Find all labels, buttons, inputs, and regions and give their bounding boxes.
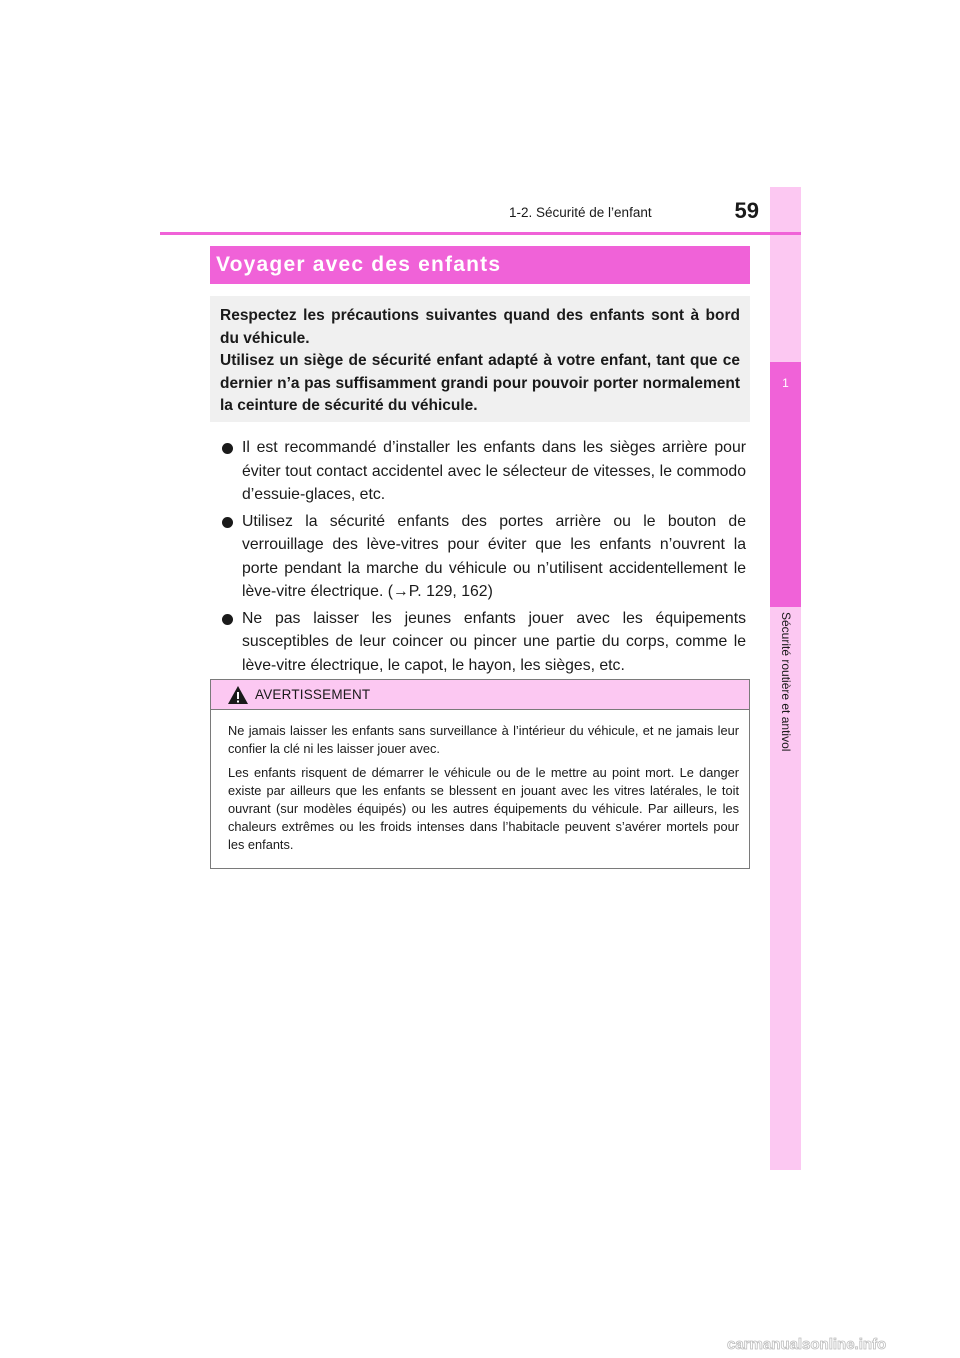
intro-line-1: Respectez les précautions suivantes quand des enfants sont à bord du véhicule. bbox=[220, 307, 740, 347]
chapter-title: Sécurité routière et antivol bbox=[779, 612, 793, 752]
warning-label: AVERTISSEMENT bbox=[255, 687, 371, 702]
title-bar bbox=[210, 246, 750, 284]
side-chapter-tab bbox=[770, 187, 801, 1170]
chapter-number: 1 bbox=[782, 376, 789, 390]
svg-text:carmanualsonline.info: carmanualsonline.info bbox=[727, 1336, 887, 1353]
intro-line-2: Utilisez un siège de sécurité enfant adapté à votre enfant, tant que ce dernier n’a pas suffisamment grandi pour pouvoir porter normalement la ceinture de sécurité du véhicule. bbox=[220, 352, 740, 414]
warning-paragraph-2: Les enfants risquent de démarrer le véhicule ou de le mettre au point mort. Le danger existe par ailleurs que les enfants se blessent en jouant avec les vitres latérales, le toit ouvrant (sur modèles équipés) ou les autres équipements du véhicule. Par ailleurs, les chaleurs extrêmes ou les froids intenses dans l’habitacle peuvent s’avérer mortels pour les enfants. bbox=[228, 765, 739, 852]
page-number: 59 bbox=[734, 198, 759, 223]
side-chapter-marker bbox=[770, 362, 801, 607]
intro-box bbox=[210, 296, 750, 422]
bullet-text: Ne pas laisser les jeunes enfants jouer avec les équipements susceptibles de leur coincer ou pincer une partie du corps, comme le lève-vitre électrique, le capot, le hayon, les sièges, etc. bbox=[242, 609, 746, 674]
bullet-list bbox=[222, 436, 746, 680]
bullet-dot-icon bbox=[222, 614, 233, 625]
warning-header bbox=[211, 680, 749, 710]
list-item bbox=[222, 436, 746, 507]
header-rule bbox=[160, 232, 801, 235]
section-label: 1-2. Sécurité de l’enfant bbox=[509, 205, 652, 220]
bullet-dot-icon bbox=[222, 517, 233, 528]
page-title: Voyager avec des enfants bbox=[216, 253, 502, 276]
bullet-text: Il est recommandé d’installer les enfants dans les sièges arrière pour éviter tout contact accidentel avec le sélecteur de vitesses, le commodo d’essuie-glaces, etc. bbox=[242, 439, 746, 503]
watermark-logo bbox=[727, 1334, 951, 1354]
bullet-dot-icon bbox=[222, 443, 233, 454]
warning-body bbox=[211, 710, 749, 854]
warning-paragraph-1: Ne jamais laisser les enfants sans surveillance à l’intérieur du véhicule, et ne jamais leur confier la clé ni les laisser jouer avec. bbox=[228, 723, 739, 756]
bullet-text: Utilisez la sécurité enfants des portes arrière ou le bouton de verrouillage des lève-vitres pour éviter que les enfants n’ouvrent la porte pendant la marche du véhicule ou n’utilisent accidentellement le lève-vitre électrique. (→P. 129, 162) bbox=[242, 512, 746, 600]
list-item bbox=[222, 510, 746, 604]
list-item bbox=[222, 607, 746, 678]
warning-box bbox=[210, 679, 750, 869]
warning-triangle-icon bbox=[227, 685, 249, 705]
